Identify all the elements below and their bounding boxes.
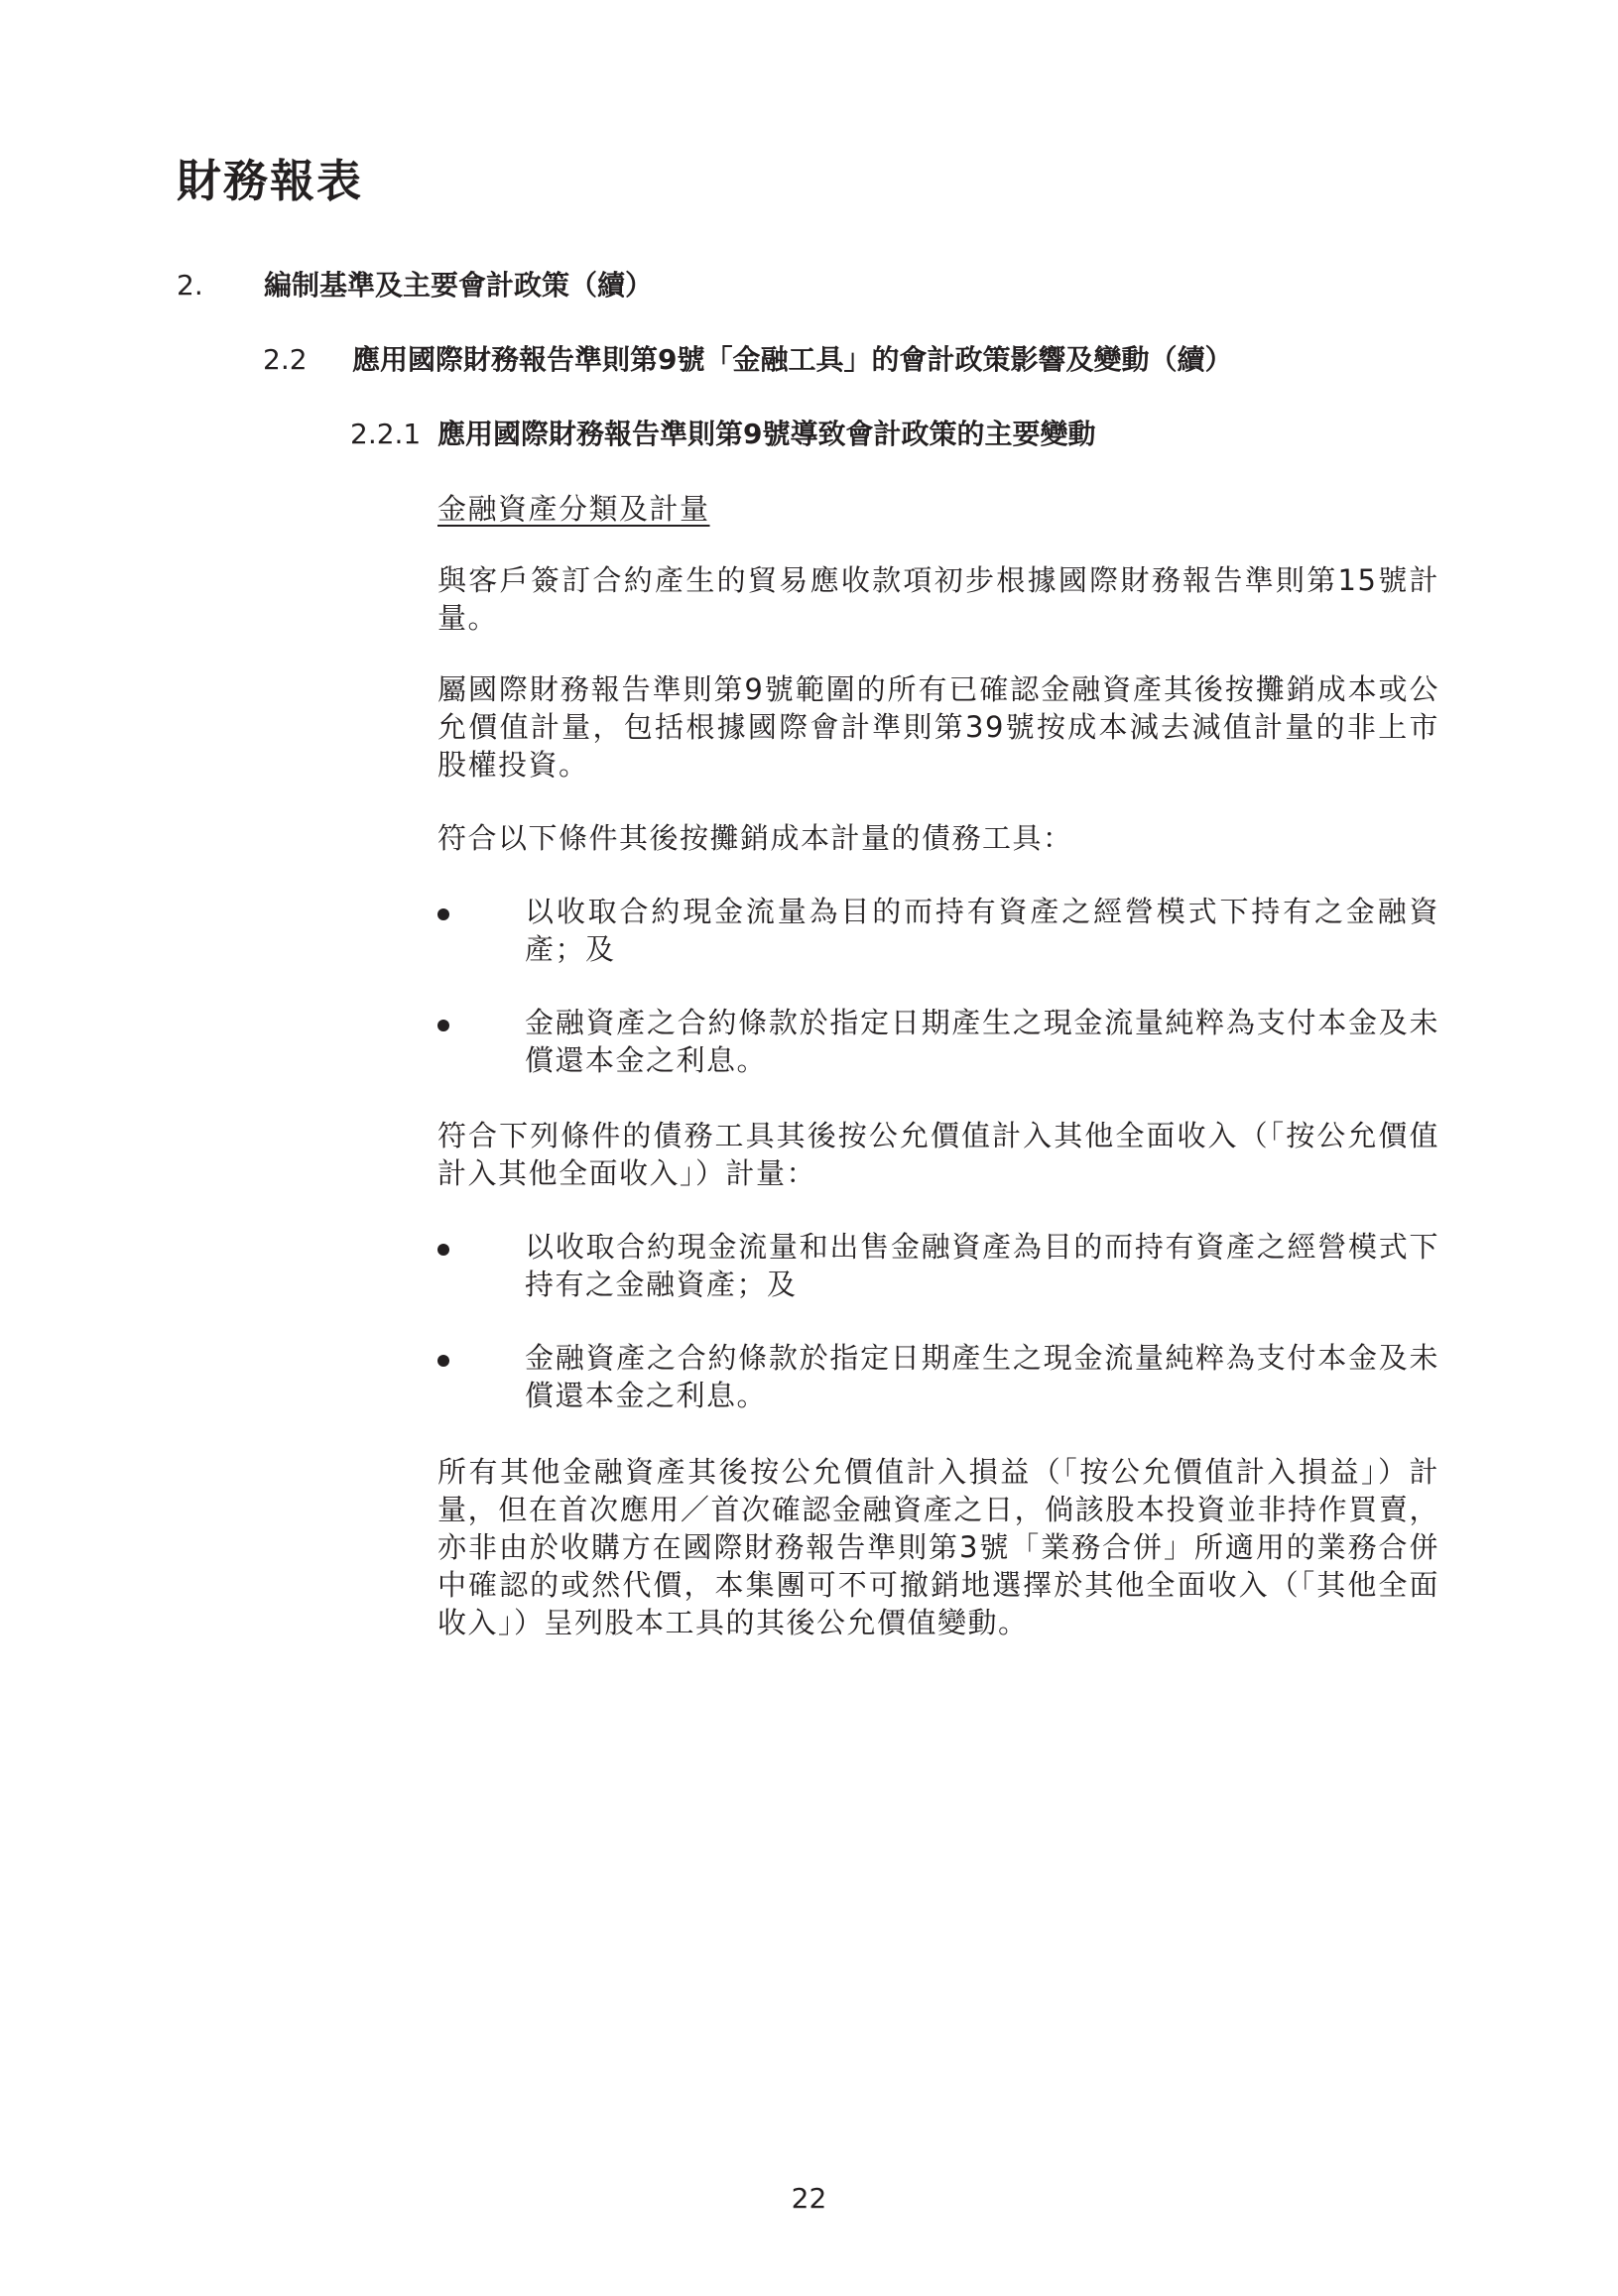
- bullet-text: 金融資產之合約條款於指定日期產生之現金流量純粹為支付本金及未償還本金之利息。: [525, 1341, 1439, 1412]
- paragraph: 所有其他金融資產其後按公允價值計入損益（「按公允價值計入損益」）計量，但在首次應用／首次確認金融資產之日，倘該股本投資並非持作買賣，亦非由於收購方在國際財務報告準則第3號「業務合併」所適用的業務合併中確認的或然代價，本集團可不可撤銷地選擇於其他全面收入（「其他全面收入」）呈列股本工具的其後公允價值變動。: [437, 1455, 1439, 1639]
- page-number: 22: [791, 2182, 827, 2215]
- bullet-icon: [437, 1020, 449, 1031]
- paragraph: 屬國際財務報告準則第9號範圍的所有已確認金融資產其後按攤銷成本或公允價值計量，包括根據國際會計準則第39號按成本減去減值計量的非上市股權投資。: [437, 672, 1439, 782]
- sub-subsection-number: 2.2.1: [350, 418, 422, 450]
- page-title: 財務報表: [177, 155, 364, 207]
- paragraph: 符合以下條件其後按攤銷成本計量的債務工具：: [437, 821, 1073, 855]
- bullet-icon: [437, 1355, 449, 1367]
- sub-subsection-title: 應用國際財務報告準則第9號導致會計政策的主要變動: [437, 418, 1096, 450]
- paragraph: 符合下列條件的債務工具其後按公允價值計入其他全面收入（「按公允價值計入其他全面收入」）計量：: [437, 1119, 1439, 1190]
- section-number: 2.: [177, 269, 203, 302]
- subsection-number: 2.2: [263, 343, 308, 376]
- subsection-title: 應用國際財務報告準則第9號「金融工具」的會計政策影響及變動（續）: [352, 343, 1233, 376]
- bullet-text: 以收取合約現金流量為目的而持有資產之經營模式下持有之金融資產；及: [525, 895, 1439, 966]
- bullet-icon: [437, 1244, 449, 1256]
- paragraph: 與客戶簽訂合約產生的貿易應收款項初步根據國際財務報告準則第15號計量。: [437, 563, 1439, 635]
- bullet-text: 金融資產之合約條款於指定日期產生之現金流量純粹為支付本金及未償還本金之利息。: [525, 1006, 1439, 1077]
- bullet-icon: [437, 908, 449, 920]
- topic-subheading: 金融資產分類及計量: [437, 492, 710, 526]
- bullet-text: 以收取合約現金流量和出售金融資產為目的而持有資產之經營模式下持有之金融資產；及: [525, 1230, 1439, 1301]
- section-title: 編制基準及主要會計政策（續）: [264, 269, 654, 302]
